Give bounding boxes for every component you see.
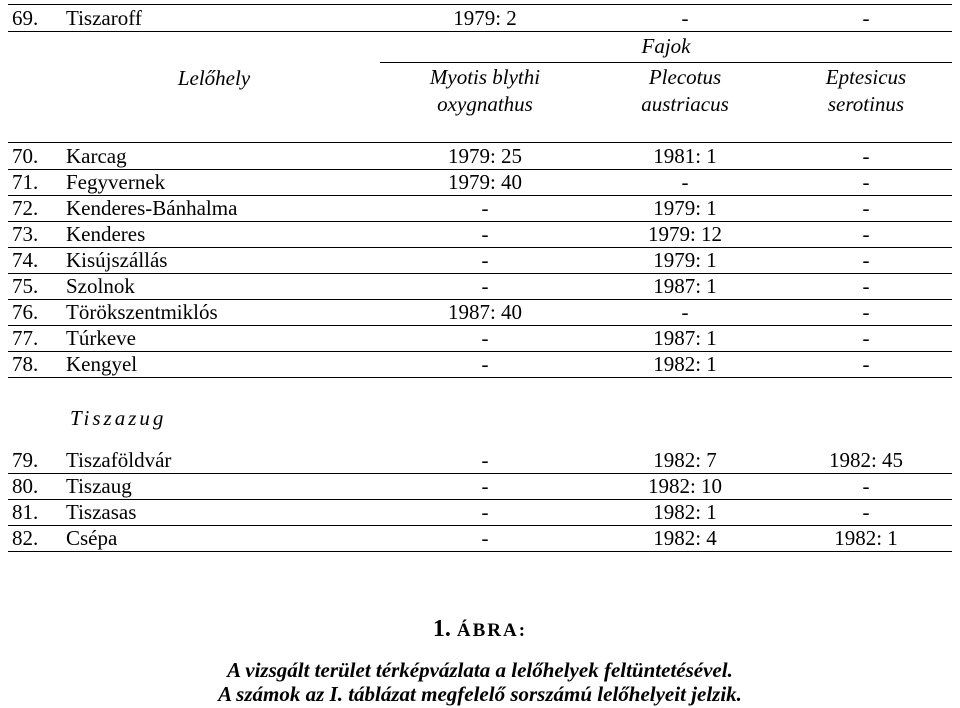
cell-plecotus: 1982: 4	[653, 525, 717, 550]
species-group-label: Fajok	[641, 34, 691, 58]
cell-myotis: -	[481, 195, 489, 220]
cell-plecotus: 1982: 1	[653, 499, 717, 524]
cell-myotis: -	[481, 499, 489, 524]
location-name: Tiszasas	[66, 499, 137, 524]
cell-plecotus: 1979: 1	[653, 247, 717, 272]
location-name: Csépa	[66, 525, 118, 550]
location-name: Szolnok	[66, 273, 135, 298]
figure-caption-line1: A vizsgált terület térképvázlata a lelőhelyek feltüntetésével.	[227, 658, 733, 682]
cell-myotis: -	[481, 473, 489, 498]
cell-myotis: 1979: 40	[447, 169, 523, 194]
cell-eptesicus: -	[862, 499, 870, 524]
cell-eptesicus: -	[862, 473, 870, 498]
cell-plecotus: 1982: 10	[647, 473, 723, 498]
header-divider	[380, 62, 952, 63]
cell-myotis: -	[481, 221, 489, 246]
location-name: Fegyvernek	[66, 169, 166, 194]
species-name-line1: Myotis blythi	[429, 65, 541, 89]
table-row	[8, 195, 952, 222]
table-row	[8, 169, 952, 196]
species-name-line2: austriacus	[641, 92, 729, 116]
cell-myotis: 1979: 2	[453, 5, 517, 30]
table-row	[8, 499, 952, 526]
species-header-plecotus	[590, 64, 780, 118]
row-number: 77.	[12, 325, 39, 350]
cell-plecotus: -	[681, 5, 689, 30]
cell-plecotus: -	[681, 299, 689, 324]
species-name-line2: oxygnathus	[437, 92, 533, 116]
cell-myotis: 1987: 40	[447, 299, 523, 324]
row-number: 73.	[12, 221, 39, 246]
table-row	[8, 351, 952, 378]
species-name-line2: serotinus	[827, 92, 905, 116]
table-row	[8, 447, 952, 474]
table-row	[8, 473, 952, 500]
cell-plecotus: 1987: 1	[653, 325, 717, 350]
cell-plecotus: 1979: 1	[653, 195, 717, 220]
cell-plecotus: 1979: 12	[647, 221, 723, 246]
location-name: Tiszaroff	[66, 5, 142, 30]
location-header: Lelőhely	[177, 66, 251, 90]
cell-myotis: -	[481, 325, 489, 350]
location-name: Törökszentmiklós	[66, 299, 218, 324]
location-name: Karcag	[66, 143, 127, 168]
figure-caption-line2: A számok az I. táblázat megfelelő sorszámú lelőhelyeit jelzik.	[218, 682, 742, 706]
cell-eptesicus: -	[862, 195, 870, 220]
location-name: Túrkeve	[66, 325, 136, 350]
row-number: 82.	[12, 525, 39, 550]
location-name: Kenderes	[66, 221, 146, 246]
figure-number: 1.	[432, 616, 451, 642]
row-number: 81.	[12, 499, 39, 524]
table-row	[8, 221, 952, 248]
cell-myotis: -	[481, 247, 489, 272]
cell-eptesicus: 1982: 45	[828, 447, 904, 472]
row-number: 74.	[12, 247, 39, 272]
location-name: Kenderes-Bánhalma	[66, 195, 238, 220]
row-number: 69.	[12, 5, 39, 30]
table-row	[8, 299, 952, 326]
cell-myotis: -	[481, 447, 489, 472]
cell-eptesicus: -	[862, 325, 870, 350]
row-number: 79.	[12, 447, 39, 472]
table-row	[8, 273, 952, 300]
table-header	[8, 30, 952, 143]
cell-plecotus: 1987: 1	[653, 273, 717, 298]
table-row	[8, 143, 952, 170]
cell-eptesicus: -	[862, 5, 870, 30]
table-row	[8, 5, 952, 32]
table-row	[8, 525, 952, 552]
cell-eptesicus: -	[862, 143, 870, 168]
cell-plecotus: 1981: 1	[653, 143, 717, 168]
region-label: Tiszazug	[70, 406, 167, 430]
row-number: 76.	[12, 299, 39, 324]
species-name-line1: Eptesicus	[825, 65, 907, 89]
row-number: 72.	[12, 195, 39, 220]
row-number: 71.	[12, 169, 39, 194]
table-row	[8, 247, 952, 274]
location-name: Tiszaug	[66, 473, 132, 498]
cell-plecotus: 1982: 1	[653, 351, 717, 376]
cell-eptesicus: -	[862, 221, 870, 246]
cell-eptesicus: -	[862, 169, 870, 194]
cell-eptesicus: -	[862, 247, 870, 272]
cell-myotis: -	[481, 273, 489, 298]
cell-eptesicus: -	[862, 299, 870, 324]
species-name-line1: Plecotus	[648, 65, 722, 89]
cell-eptesicus: -	[862, 351, 870, 376]
location-name: Tiszaföldvár	[66, 447, 172, 472]
figure-title	[0, 616, 960, 643]
species-header-myotis	[380, 64, 590, 118]
row-number: 75.	[12, 273, 39, 298]
cell-myotis: 1979: 25	[447, 143, 523, 168]
cell-plecotus: -	[681, 169, 689, 194]
figure-label: ÁBRA:	[456, 620, 528, 641]
species-header-eptesicus	[780, 64, 952, 118]
location-name: Kengyel	[66, 351, 138, 376]
row-number: 70.	[12, 143, 39, 168]
row-number: 78.	[12, 351, 39, 376]
cell-eptesicus: -	[862, 273, 870, 298]
cell-plecotus: 1982: 7	[653, 447, 717, 472]
row-number: 80.	[12, 473, 39, 498]
cell-eptesicus: 1982: 1	[834, 525, 898, 550]
location-name: Kisújszállás	[66, 247, 168, 272]
table-row	[8, 325, 952, 352]
cell-myotis: -	[481, 525, 489, 550]
cell-myotis: -	[481, 351, 489, 376]
